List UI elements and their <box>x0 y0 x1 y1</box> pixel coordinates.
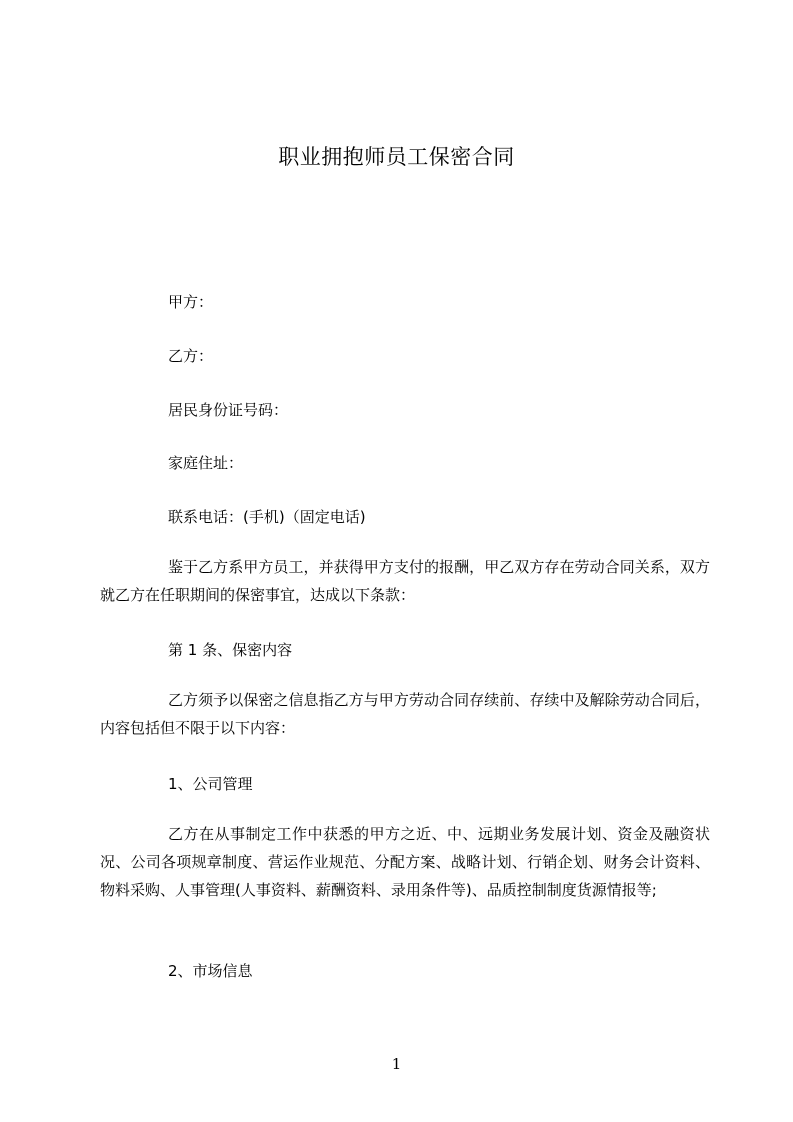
party-a-field: 甲方： <box>168 293 214 311</box>
document-title: 职业拥抱师员工保密合同 <box>278 145 515 169</box>
page-number: 1 <box>391 1055 402 1073</box>
item-2-heading: 2、市场信息 <box>168 962 253 980</box>
intro-paragraph: 鉴于乙方系甲方员工，并获得甲方支付的报酬，甲乙双方存在劳动合同关系，双方就乙方在任职期间的保密事宜，达成以下条款： <box>100 558 710 604</box>
party-b-field: 乙方： <box>168 347 214 365</box>
phone-field: 联系电话：(手机)（固定电话) <box>168 508 366 526</box>
article-1-heading: 第 1 条、保密内容 <box>168 641 293 659</box>
home-address-field: 家庭住址： <box>168 454 244 472</box>
article-1-body: 乙方须予以保密之信息指乙方与甲方劳动合同存续前、存续中及解除劳动合同后，内容包括但不限于以下内容： <box>100 691 710 737</box>
id-number-field: 居民身份证号码： <box>168 401 289 419</box>
item-1-heading: 1、公司管理 <box>168 775 253 793</box>
item-1-body: 乙方在从事制定工作中获悉的甲方之近、中、远期业务发展计划、资金及融资状况、公司各项规章制度、营运作业规范、分配方案、战略计划、行销企划、财务会计资料、物料采购、人事管理(人事资料、薪酬资料、录用条件等)、品质控制制度货源情报等; <box>100 825 710 899</box>
